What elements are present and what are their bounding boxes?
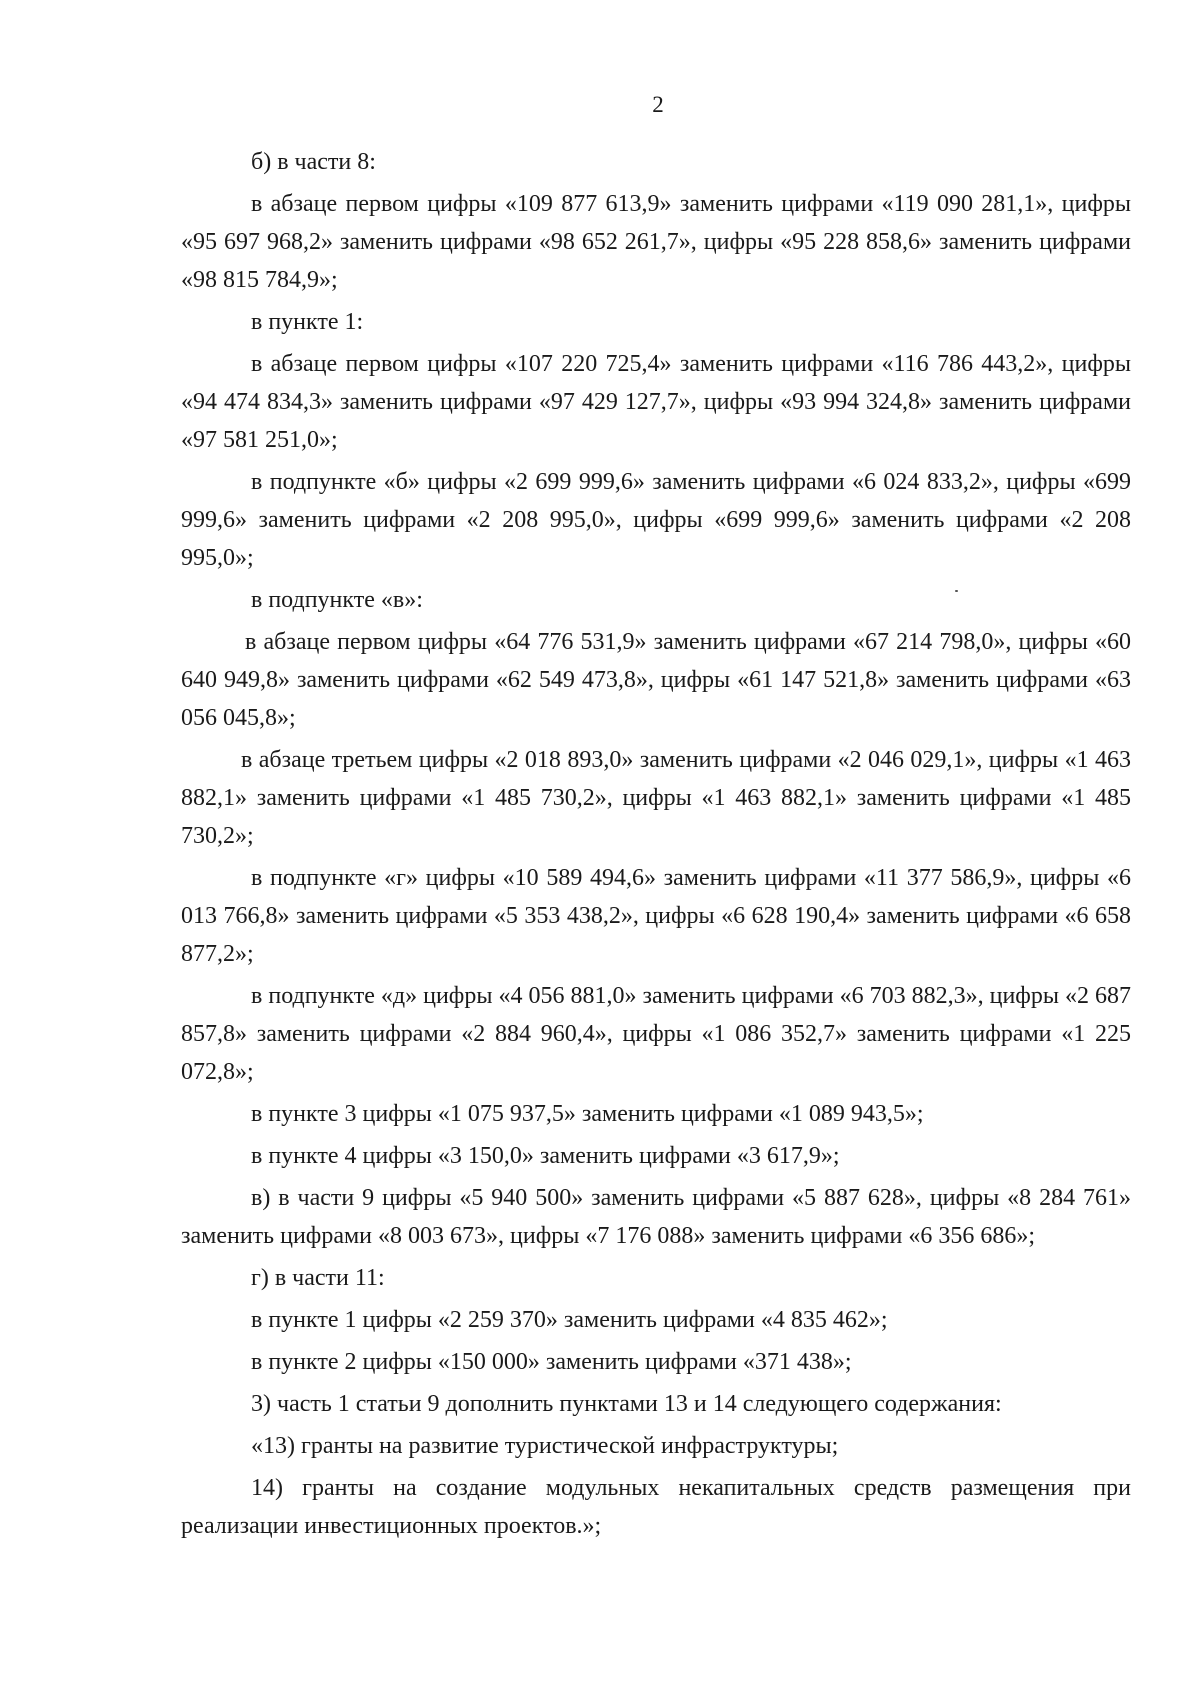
paragraph-new-point-13: «13) гранты на развитие туристической инфраструктуры; <box>251 1433 839 1459</box>
paragraph-part-11-heading: г) в части 11: <box>251 1265 385 1291</box>
paragraph-point-3: в пункте 3 цифры «1 075 937,5» заменить цифрами «1 089 943,5»; <box>251 1101 924 1127</box>
paragraph-subpoint-g: в подпункте «г» цифры «10 589 494,6» заменить цифрами «11 377 586,9», цифры «6 013 766,8» заменить цифрами «5 353 438,2», цифры «6 628 190,4» заменить цифрами «6 658 877,2»; <box>181 865 1131 967</box>
document-body <box>181 143 1131 1549</box>
paragraph-point-1-first-abzac: в абзаце первом цифры «107 220 725,4» заменить цифрами «116 786 443,2», цифры «94 474 834,3» заменить цифрами «97 429 127,7», цифры «93 994 324,8» заменить цифрами «97 581 251,0»; <box>181 351 1131 453</box>
paragraph-part-9: в) в части 9 цифры «5 940 500» заменить цифрами «5 887 628», цифры «8 284 761» заменить цифрами «8 003 673», цифры «7 176 088» заменить цифрами «6 356 686»; <box>181 1185 1131 1249</box>
paragraph-part-8-first-abzac: в абзаце первом цифры «109 877 613,9» заменить цифрами «119 090 281,1», цифры «95 697 968,2» заменить цифрами «98 652 261,7», цифры «95 228 858,6» заменить цифрами «98 815 784,9»; <box>181 191 1131 293</box>
paragraph-point-4: в пункте 4 цифры «3 150,0» заменить цифрами «3 617,9»; <box>251 1143 840 1169</box>
paragraph-part-11-point-2: в пункте 2 цифры «150 000» заменить цифрами «371 438»; <box>251 1349 852 1375</box>
page-number: 2 <box>652 92 664 117</box>
scan-speck <box>955 590 958 592</box>
paragraph-subpoint-v-heading: в подпункте «в»: <box>251 587 423 613</box>
paragraph-part-8-heading: б) в части 8: <box>251 149 376 175</box>
paragraph-subpoint-v-first-abzac: в абзаце первом цифры «64 776 531,9» заменить цифрами «67 214 798,0», цифры «60 640 949,8» заменить цифрами «62 549 473,8», цифры «61 147 521,8» заменить цифрами «63 056 045,8»; <box>181 629 1131 731</box>
paragraph-subpoint-b: в подпункте «б» цифры «2 699 999,6» заменить цифрами «6 024 833,2», цифры «699 999,6» заменить цифрами «2 208 995,0», цифры «699 999,6» заменить цифрами «2 208 995,0»; <box>181 469 1131 571</box>
paragraph-part-11-point-1: в пункте 1 цифры «2 259 370» заменить цифрами «4 835 462»; <box>251 1307 888 1333</box>
paragraph-new-point-14: 14) гранты на создание модульных некапитальных средств размещения при реализации инвестиционных проектов.»; <box>181 1475 1131 1539</box>
paragraph-article-9-amendment: 3) часть 1 статьи 9 дополнить пунктами 13 и 14 следующего содержания: <box>251 1391 1002 1417</box>
paragraph-point-1-heading: в пункте 1: <box>251 309 364 335</box>
paragraph-subpoint-v-third-abzac: в абзаце третьем цифры «2 018 893,0» заменить цифрами «2 046 029,1», цифры «1 463 882,1» заменить цифрами «1 485 730,2», цифры «1 463 882,1» заменить цифрами «1 485 730,2»; <box>181 747 1131 849</box>
paragraph-subpoint-d: в подпункте «д» цифры «4 056 881,0» заменить цифрами «6 703 882,3», цифры «2 687 857,8» заменить цифрами «2 884 960,4», цифры «1 086 352,7» заменить цифрами «1 225 072,8»; <box>181 983 1131 1085</box>
